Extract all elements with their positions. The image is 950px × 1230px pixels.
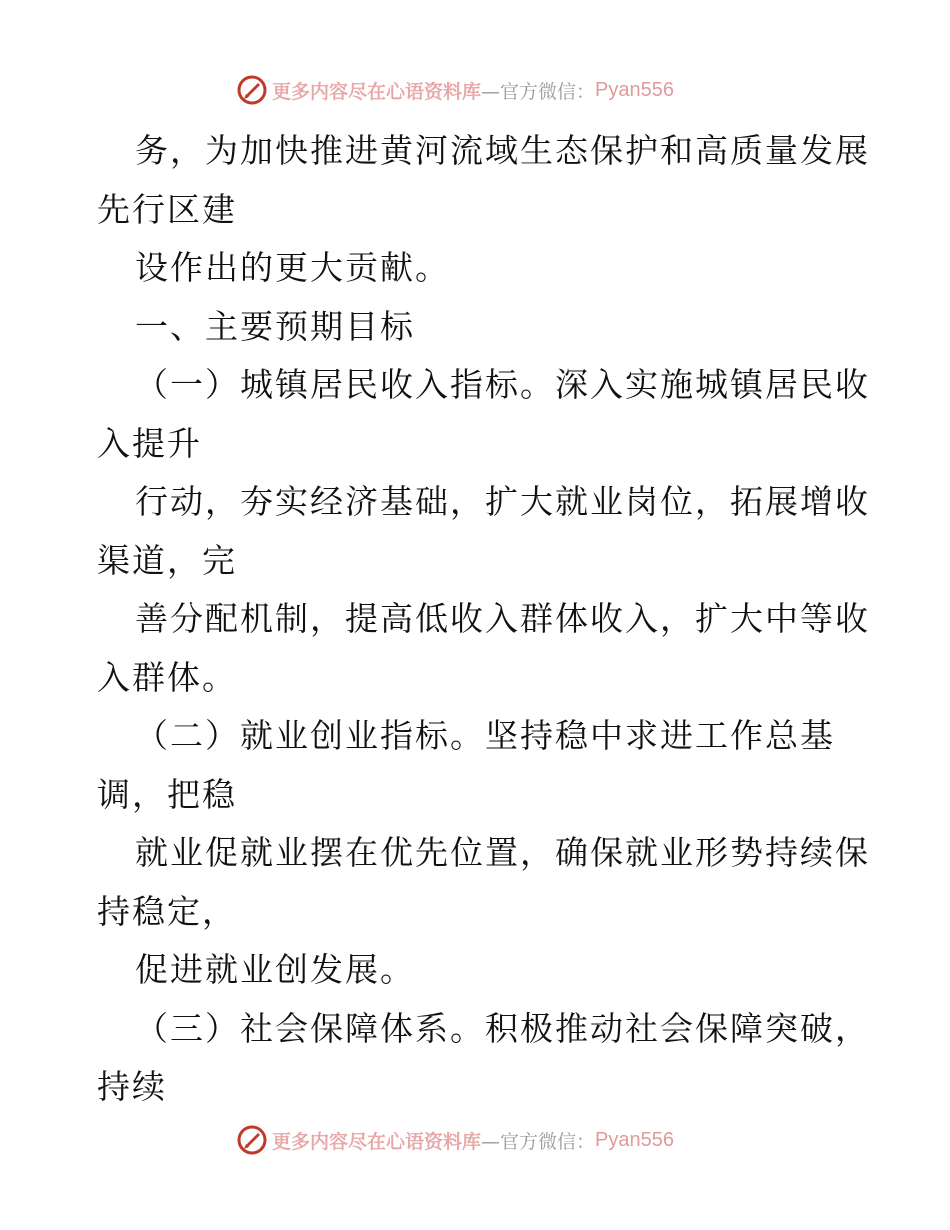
text-line: 持续 bbox=[97, 1067, 167, 1106]
watermark-official-label: —官方微信： bbox=[481, 1130, 596, 1153]
text-line: 调，把稳 bbox=[97, 774, 237, 814]
text-line: 就业促就业摆在优先位置，确保就业形势持续保 bbox=[135, 833, 870, 872]
text-line: 设作出的更大贡献。 bbox=[135, 248, 450, 287]
watermark-wechat-id: Pyan556 bbox=[595, 78, 674, 101]
text-line: 行动，夯实经济基础，扩大就业岗位，拓展增收 bbox=[135, 482, 870, 521]
text-line: 入提升 bbox=[97, 423, 202, 463]
section-heading: 一、主要预期目标 bbox=[135, 306, 415, 346]
text-line: （三）社会保障体系。积极推动社会保障突破， bbox=[135, 1008, 870, 1048]
footer-watermark bbox=[236, 1122, 674, 1158]
watermark-brand-text: 更多内容尽在心语资料库 bbox=[272, 1130, 482, 1153]
text-line: （一）城镇居民收入指标。深入实施城镇居民收 bbox=[135, 365, 870, 404]
watermark-official-label: —官方微信： bbox=[481, 80, 596, 103]
quill-logo-icon bbox=[236, 74, 268, 106]
watermark-wechat-id: Pyan556 bbox=[595, 1128, 674, 1151]
text-line: 入群体。 bbox=[97, 657, 237, 697]
header-watermark bbox=[236, 72, 674, 108]
text-line: （二）就业创业指标。坚持稳中求进工作总基 bbox=[135, 716, 835, 755]
document-body bbox=[97, 122, 870, 1117]
text-line: 善分配机制，提高低收入群体收入，扩大中等收 bbox=[135, 599, 870, 638]
text-line: 促进就业创发展。 bbox=[135, 950, 415, 989]
quill-logo-icon bbox=[236, 1124, 268, 1156]
text-line: 务，为加快推进黄河流域生态保护和高质量发展 bbox=[135, 131, 870, 170]
text-line: 持稳定， bbox=[97, 891, 237, 931]
text-line: 渠道，完 bbox=[97, 540, 237, 580]
text-line: 先行区建 bbox=[97, 189, 237, 229]
watermark-brand-text: 更多内容尽在心语资料库 bbox=[272, 80, 482, 103]
